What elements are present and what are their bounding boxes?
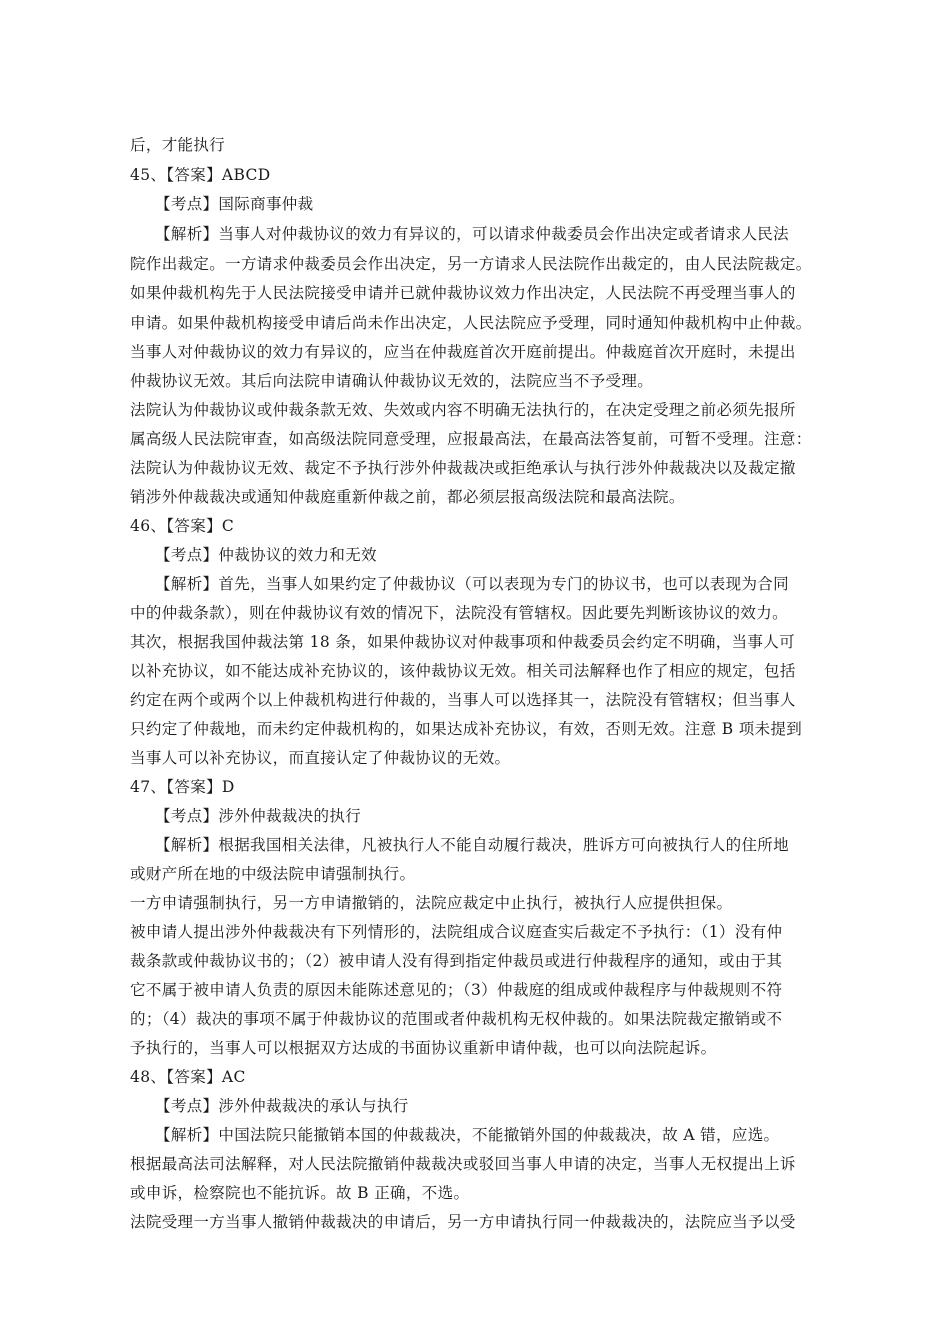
text-line: 申请。如果仲裁机构接受申请后尚未作出决定，人民法院应予受理，同时通知仲裁机构中止仲裁。 [130, 314, 812, 332]
text-line: 法院受理一方当事人撤销仲裁裁决的申请后，另一方申请执行同一仲裁裁决的，法院应当予以受 [130, 1213, 796, 1231]
text-line: 院作出裁定。一方请求仲裁委员会作出决定，另一方请求人民法院作出裁定的，由人民法院裁定。 [130, 255, 812, 273]
analysis-46: 【解析】首先，当事人如果约定了仲裁协议（可以表现为专门的协议书，也可以表现为合同 [155, 575, 790, 593]
analysis-48: 【解析】中国法院只能撤销本国的仲裁裁决，不能撤销外国的仲裁裁决，故 A 错，应选。 [155, 1126, 780, 1144]
text-line: 当事人对仲裁协议的效力有异议的，应当在仲裁庭首次开庭前提出。仲裁庭首次开庭时，未提出 [130, 343, 796, 361]
answer-heading-46: 46、【答案】C [130, 517, 235, 535]
text-line: 其次，根据我国仲裁法第 18 条，如果仲裁协议对仲裁事项和仲裁委员会约定不明确，当事人可 [130, 633, 795, 651]
analysis-45: 【解析】当事人对仲裁协议的效力有异议的，可以请求仲裁委员会作出决定或者请求人民法 [155, 225, 790, 243]
text-line: 当事人可以补充协议，而直接认定了仲裁协议的无效。 [130, 749, 511, 767]
text-line: 或财产所在地的中级法院申请强制执行。 [130, 865, 416, 883]
exam-point-46: 【考点】仲裁协议的效力和无效 [155, 546, 377, 564]
text-line: 法院认为仲裁协议或仲裁条款无效、失效或内容不明确无法执行的，在决定受理之前必须先报所 [130, 401, 796, 419]
text-line: 法院认为仲裁协议无效、裁定不予执行涉外仲裁裁决或拒绝承认与执行涉外仲裁裁决以及裁定撤 [130, 459, 796, 477]
exam-point-48: 【考点】涉外仲裁裁决的承认与执行 [155, 1097, 409, 1115]
text-line: 的；（4）裁决的事项不属于仲裁协议的范围或者仲裁机构无权仲裁的。如果法院裁定撤销或不 [130, 1010, 783, 1028]
text-line: 予执行的，当事人可以根据双方达成的书面协议重新申请仲裁，也可以向法院起诉。 [130, 1039, 717, 1057]
text-line: 属高级人民法院审查，如高级法院同意受理，应报最高法，在最高法答复前，可暂不受理。注意： [130, 430, 812, 448]
exam-point-45: 【考点】国际商事仲裁 [155, 195, 314, 213]
text-line: 仲裁协议无效。其后向法院申请确认仲裁协议无效的，法院应当不予受理。 [130, 372, 654, 390]
exam-point-47: 【考点】涉外仲裁裁决的执行 [155, 807, 362, 825]
text-line: 中的仲裁条款），则在仲裁协议有效的情况下，法院没有管辖权。因此要先判断该协议的效力。 [130, 604, 788, 622]
text-line: 只约定了仲裁地，而未约定仲裁机构的，如果达成补充协议，有效，否则无效。注意 B 项未提到 [130, 720, 803, 738]
text-line: 被申请人提出涉外仲裁裁决有下列情形的，法院组成合议庭查实后裁定不予执行：（1）没有仲 [130, 923, 783, 941]
text-line: 或申诉，检察院也不能抗诉。故 B 正确，不选。 [130, 1184, 470, 1202]
answer-heading-47: 47、【答案】D [130, 778, 235, 796]
text-line: 它不属于被申请人负责的原因未能陈述意见的；（3）仲裁庭的组成或仲裁程序与仲裁规则不符 [130, 981, 783, 999]
text-line: 如果仲裁机构先于人民法院接受申请并已就仲裁协议效力作出决定，人民法院不再受理当事人的 [130, 284, 796, 302]
text-line: 裁条款或仲裁协议书的；（2）被申请人没有得到指定仲裁员或进行仲裁程序的通知，或由于其 [130, 952, 783, 970]
analysis-47: 【解析】根据我国相关法律，凡被执行人不能自动履行裁决，胜诉方可向被执行人的住所地 [155, 836, 790, 854]
answer-heading-45: 45、【答案】ABCD [130, 166, 271, 184]
text-line: 一方申请强制执行，另一方申请撤销的，法院应裁定中止执行，被执行人应提供担保。 [130, 894, 733, 912]
text-line: 后，才能执行 [130, 136, 226, 154]
answer-heading-48: 48、【答案】AC [130, 1068, 246, 1086]
text-line: 根据最高法司法解释，对人民法院撤销仲裁裁决或驳回当事人申请的决定，当事人无权提出上诉 [130, 1155, 796, 1173]
text-line: 约定在两个或两个以上仲裁机构进行仲裁的，当事人可以选择其一，法院没有管辖权；但当事人 [130, 691, 796, 709]
text-line: 以补充协议，如不能达成补充协议的，该仲裁协议无效。相关司法解释也作了相应的规定，包括 [130, 662, 796, 680]
text-line: 销涉外仲裁裁决或通知仲裁庭重新仲裁之前，都必须层报高级法院和最高法院。 [130, 488, 685, 506]
